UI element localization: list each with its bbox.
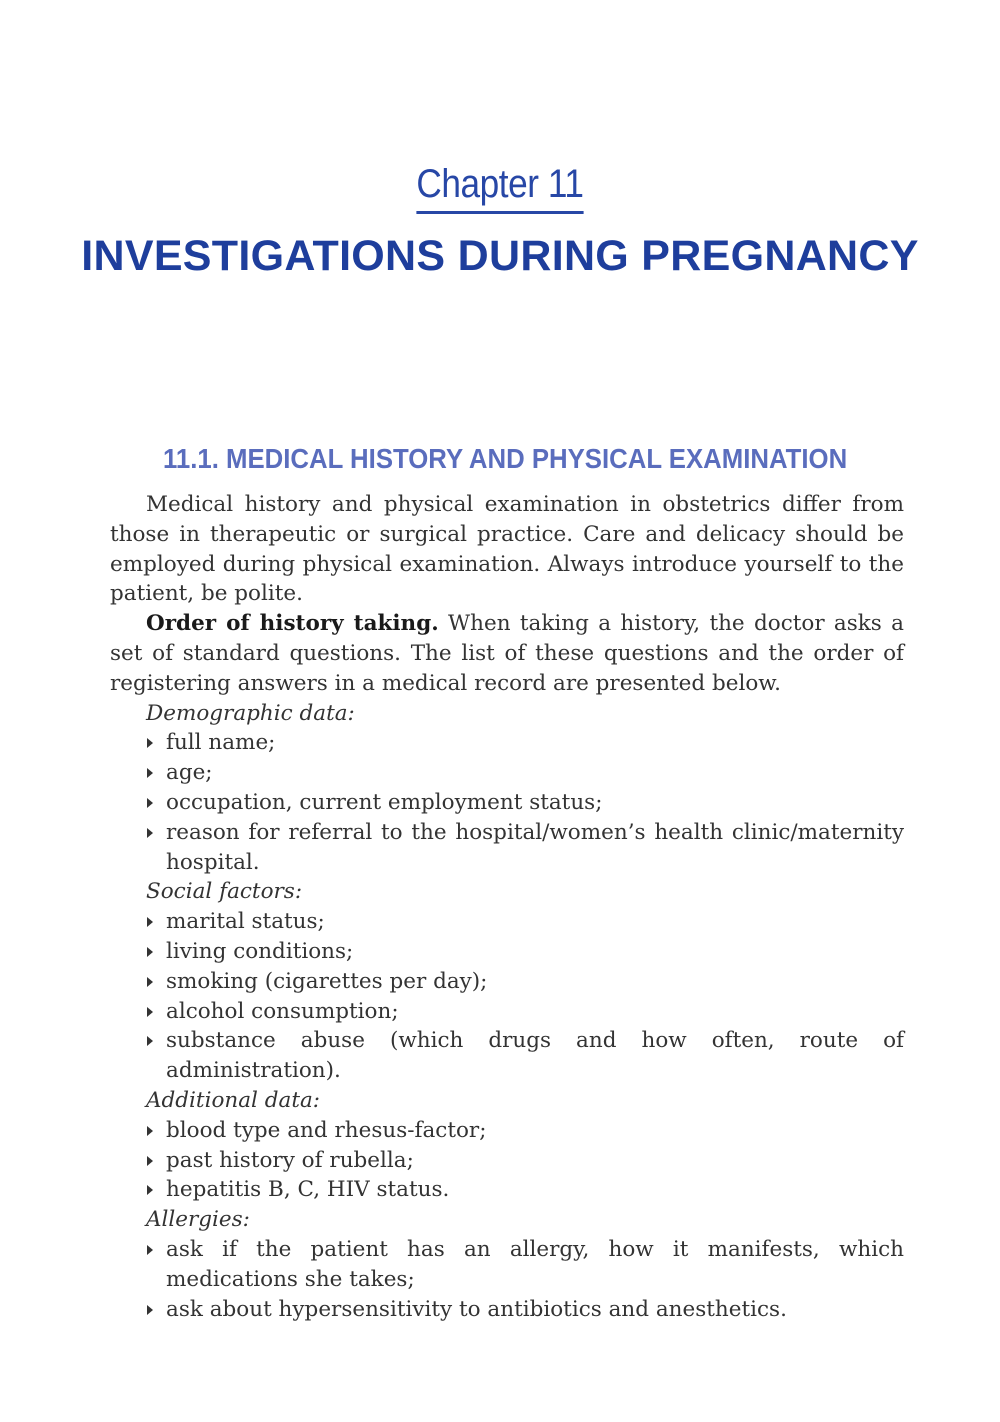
bullet-triangle-icon (147, 1185, 153, 1195)
bullet-triangle-icon (147, 977, 153, 987)
bullet-list-allergies (110, 1235, 904, 1324)
bullet-list-social (110, 907, 904, 1086)
list-item-text: substance abuse (which drugs and how often, route of administration). (166, 1028, 904, 1084)
list-item-text: ask if the patient has an allergy, how it manifests, which medications she takes; (166, 1236, 904, 1292)
order-text: When taking a history, the doctor asks a set of standard questions. The list of these questions and the order of registering answers in a medical record are presented below. (110, 611, 904, 696)
chapter-title: INVESTIGATIONS DURING PREGNANCY (81, 232, 919, 280)
list-item-text: marital status; (166, 909, 325, 935)
group-heading-social: Social factors: (146, 879, 303, 905)
list-item-text: blood type and rhesus-factor; (166, 1117, 487, 1143)
list-item-text: alcohol consumption; (166, 998, 399, 1024)
list-item-text: occupation, current employment status; (166, 789, 603, 815)
list-item (166, 1116, 904, 1146)
bullet-triangle-icon (147, 768, 153, 778)
list-item-text: smoking (cigarettes per day); (166, 968, 488, 994)
group-heading-demographic: Demographic data: (146, 700, 355, 726)
group-heading-allergies: Allergies: (146, 1207, 250, 1233)
list-item-text: ask about hypersensitivity to antibiotics and anesthetics. (166, 1296, 787, 1322)
bullet-triangle-icon (147, 947, 153, 957)
list-item (166, 907, 904, 937)
list-item (166, 937, 904, 967)
bullet-triangle-icon (147, 828, 153, 838)
list-item (166, 758, 904, 788)
list-item (166, 1235, 904, 1295)
order-paragraph (110, 609, 904, 698)
list-item (166, 1295, 904, 1325)
group-heading-additional: Additional data: (146, 1087, 321, 1113)
order-lead: Order of history taking. (146, 611, 439, 637)
list-item (166, 728, 904, 758)
list-item-text: living conditions; (166, 938, 354, 964)
list-item-text: hepatitis B, C, HIV status. (166, 1177, 450, 1203)
chapter-label-container (0, 162, 1000, 214)
bullet-list-additional (110, 1116, 904, 1205)
bullet-triangle-icon (147, 798, 153, 808)
bullet-triangle-icon (147, 1126, 153, 1136)
bullet-triangle-icon (147, 1305, 153, 1315)
list-item-text: age; (166, 760, 213, 786)
list-item (166, 788, 904, 818)
bullet-list-demographic (110, 728, 904, 877)
bullet-triangle-icon (147, 738, 153, 748)
section-heading: 11.1. MEDICAL HISTORY AND PHYSICAL EXAMINATION (163, 443, 848, 474)
bullet-triangle-icon (147, 917, 153, 927)
bullet-triangle-icon (147, 1007, 153, 1017)
list-item (166, 1026, 904, 1086)
intro-paragraph: Medical history and physical examination in obstetrics differ from those in therapeutic or surgical practice. Care and delicacy should be employed during physical examination. Always introduce yourself to the patient, be polite. (110, 492, 904, 607)
list-item (166, 1175, 904, 1205)
list-item-text: reason for referral to the hospital/women’s health clinic/maternity hospital. (166, 819, 904, 875)
chapter-label: Chapter 11 (416, 162, 583, 214)
list-item-text: full name; (166, 730, 276, 756)
bullet-triangle-icon (147, 1036, 153, 1046)
list-item (166, 997, 904, 1027)
list-item (166, 818, 904, 878)
list-item (166, 1146, 904, 1176)
list-item (166, 967, 904, 997)
bullet-triangle-icon (147, 1245, 153, 1255)
list-item-text: past history of rubella; (166, 1147, 414, 1173)
bullet-triangle-icon (147, 1156, 153, 1166)
body-text (110, 490, 904, 1324)
